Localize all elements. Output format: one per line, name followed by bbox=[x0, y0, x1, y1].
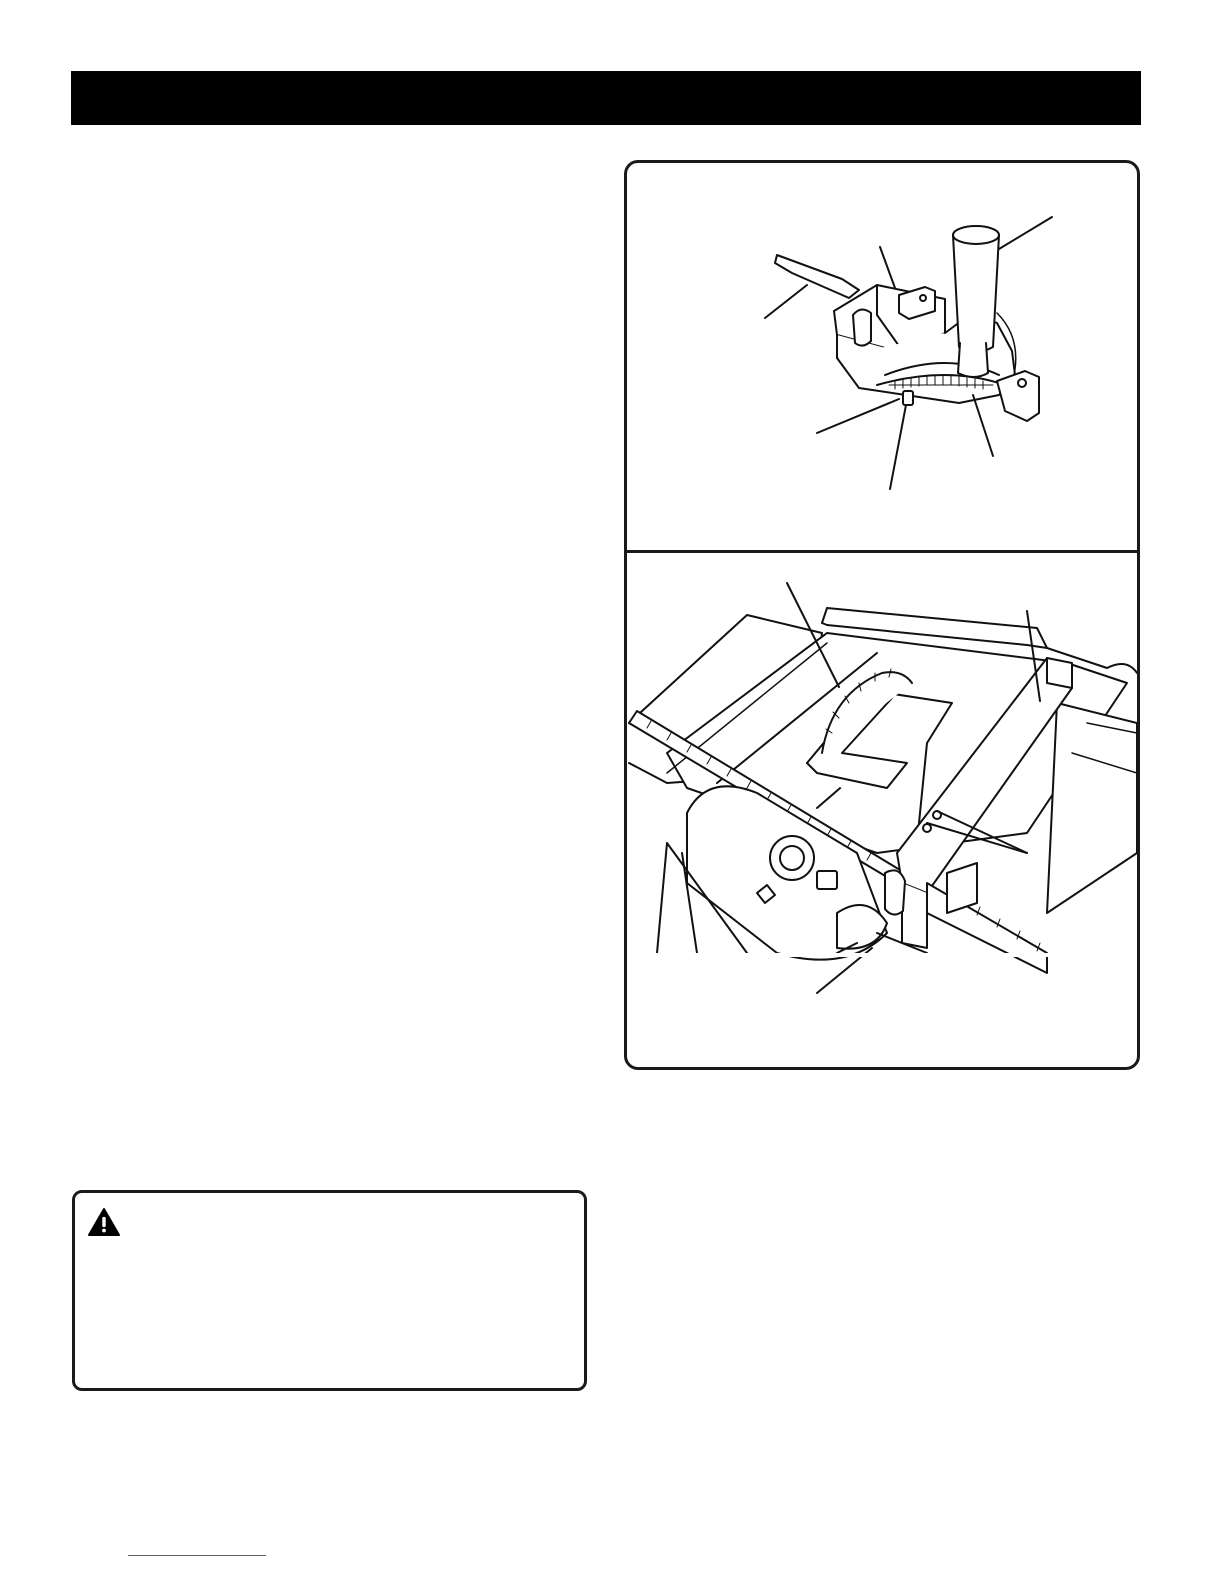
table-saw-illustration bbox=[627, 553, 1137, 1068]
warning-triangle-icon bbox=[87, 1207, 121, 1237]
miter-gauge-illustration bbox=[627, 163, 1137, 549]
section-header-bar bbox=[71, 71, 1141, 125]
footer-link-underline[interactable] bbox=[128, 1555, 266, 1556]
figure-panel bbox=[624, 160, 1140, 1070]
figure-divider bbox=[627, 550, 1137, 553]
warning-box bbox=[72, 1190, 587, 1391]
